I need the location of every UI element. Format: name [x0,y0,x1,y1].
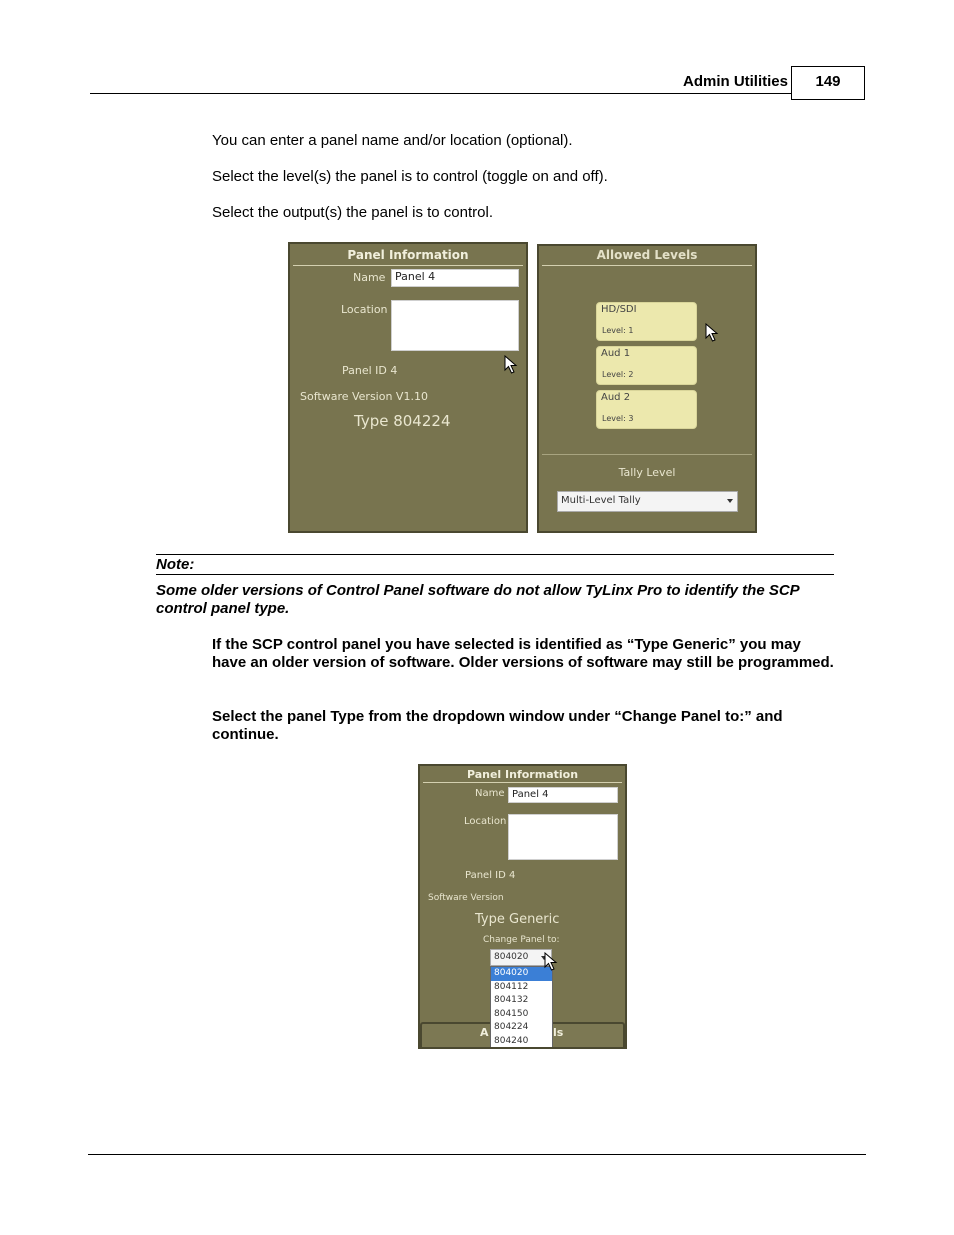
section-title-left: A [480,1026,489,1039]
mouse-cursor-icon [705,323,719,343]
note-label: Note: [156,556,195,573]
note-text: Some older versions of Control Panel software do not allow TyLinx Pro to identify the SCP control panel type. [156,582,800,617]
paragraph-select-levels: Select the level(s) the panel is to control (toggle on and off). [212,168,608,185]
software-version: Software Version [428,893,504,903]
panel-type: Type 804224 [354,412,451,430]
change-panel-options-list [490,966,553,1049]
section-title-right: ls [553,1026,564,1039]
chevron-down-icon [727,499,733,503]
software-version: Software Version V1.10 [300,390,428,403]
tally-level-label: Tally Level [618,466,676,479]
level-button-2[interactable] [596,346,697,385]
location-label: Location [341,303,388,316]
allowed-levels-screenshot [537,244,757,533]
dropdown-option[interactable]: 804112 [494,981,529,992]
name-label: Name [353,271,386,284]
level-button-3[interactable] [596,390,697,429]
section-rule [542,454,752,455]
page-number-box: 149 [791,66,865,100]
level-number: Level: 1 [602,326,634,335]
dropdown-option[interactable]: 804240 [494,1035,529,1046]
panel-id: Panel ID 4 [342,364,398,377]
level-number: Level: 3 [602,414,634,423]
change-panel-label: Change Panel to: [483,935,560,945]
dropdown-option[interactable]: 804224 [494,1022,529,1032]
change-panel-dropdown[interactable] [490,949,552,966]
panel-information-title: Panel Information [347,248,469,262]
level-button-1[interactable] [596,302,697,341]
panel-information-title: Panel Information [466,768,579,781]
dropdown-option[interactable]: 804132 [494,995,529,1005]
change-panel-value: 804020 [494,952,529,962]
header-rule [90,93,791,94]
title-rule [423,782,622,783]
note-top-rule [156,554,834,555]
mouse-cursor-icon [504,355,518,375]
name-field[interactable]: Panel 4 [391,269,519,287]
tally-level-value: Multi-Level Tally [561,495,641,506]
note-bottom-rule [156,574,834,575]
mouse-cursor-icon [544,952,558,972]
title-rule [542,265,752,266]
panel-type: Type Generic [475,912,560,927]
level-name: HD/SDI [601,304,637,315]
paragraph-type-generic: If the SCP control panel you have selected is identified as “Type Generic” you may have an older version of software. Older versions of software may still be programmed. [212,636,834,671]
dropdown-option[interactable]: 804150 [494,1008,529,1019]
location-label: Location [464,816,507,827]
title-rule [293,265,523,266]
level-name: Aud 1 [601,348,631,359]
panel-information-screenshot [288,242,528,533]
level-name: Aud 2 [601,392,631,403]
paragraph-select-outputs: Select the output(s) the panel is to control. [212,204,493,221]
location-field[interactable] [508,814,618,860]
location-field[interactable] [391,300,519,351]
name-label: Name [475,788,505,799]
running-header-title: Admin Utilities [682,73,788,90]
paragraph-select-type: Select the panel Type from the dropdown window under “Change Panel to:” and continue. [212,708,783,743]
panel-id: Panel ID 4 [465,870,516,881]
allowed-levels-title: Allowed Levels [596,248,698,262]
footer-rule [88,1154,866,1155]
panel-information-generic-screenshot [418,764,627,1049]
tally-level-dropdown[interactable] [557,491,738,512]
level-number: Level: 2 [602,370,634,379]
name-field[interactable]: Panel 4 [508,787,618,803]
dropdown-option[interactable]: 804020 [491,967,552,981]
paragraph-name-location: You can enter a panel name and/or location (optional). [212,132,573,149]
